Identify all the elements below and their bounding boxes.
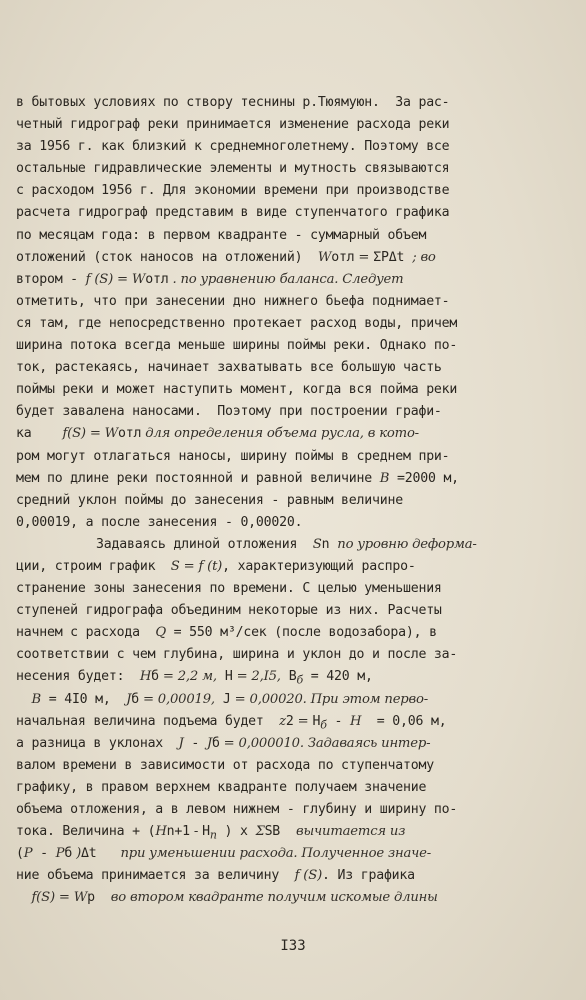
math-symbol: - <box>189 824 203 840</box>
page-number: I33 <box>280 938 306 954</box>
math-symbol: = 2,I5, <box>232 669 289 685</box>
text-line <box>16 136 570 158</box>
text-run: H <box>224 669 233 685</box>
text-run: ширина потока всегда меньше ширины поймы реки. Однако по- <box>16 338 458 354</box>
text-run: отл <box>331 249 355 265</box>
text-line <box>16 468 570 490</box>
text-line <box>16 799 570 821</box>
text-run: ток, растекаясь, начинает захватывать все большую часть <box>16 360 442 376</box>
math-symbol: H <box>155 824 167 840</box>
text-line <box>16 865 570 887</box>
text-line <box>16 622 570 644</box>
text-run: 0,00019, а после занесения - 0,00020. <box>16 514 303 530</box>
text-run: n+1 <box>166 824 190 840</box>
text-run: = 420 м, <box>303 669 373 685</box>
text-line <box>16 379 570 401</box>
text-run: графику, в правом верхнем квадранте получаем значение <box>16 779 427 795</box>
text-run: n <box>321 536 330 552</box>
text-run: - <box>183 735 207 751</box>
text-run: р <box>87 890 95 906</box>
math-symbol: f (S) = W <box>85 271 146 287</box>
text-line <box>16 490 570 512</box>
text-run <box>16 890 31 905</box>
math-symbol: P <box>23 846 33 862</box>
text-run: Задаваясь длиной отложения <box>96 536 313 552</box>
math-symbol: J <box>126 691 132 707</box>
text-line <box>16 158 570 180</box>
text-line <box>16 666 570 688</box>
text-run: несения будет: <box>16 669 140 685</box>
text-run: расчета гидрограф представим в виде ступенчатого графика <box>16 205 450 221</box>
text-run: ся там, где непосредственно протекает расход воды, причем <box>16 315 458 331</box>
text-line <box>16 357 570 379</box>
text-line <box>16 821 570 843</box>
math-symbol: f (S) <box>294 868 323 884</box>
text-line <box>16 887 570 909</box>
text-run: по месяцам года: в первом квадранте - суммарный объем <box>16 227 427 243</box>
text-run: отложений (сток наносов на отложений) <box>16 249 318 265</box>
text-run: б <box>64 846 73 862</box>
math-symbol: B <box>379 470 390 486</box>
math-symbol: для определения объема русла, в кото- <box>141 426 419 442</box>
text-line <box>16 313 570 335</box>
text-run: поймы реки и может наступить момент, когда вся пойма реки <box>16 382 458 398</box>
math-symbol: = <box>293 713 313 729</box>
text-line <box>16 180 570 202</box>
text-run: 2 <box>285 713 294 729</box>
text-run: ΣPΔt <box>373 249 405 265</box>
math-symbol: вычитается из <box>280 824 406 840</box>
text-line <box>16 247 570 269</box>
math-symbol: по уровню деформа- <box>329 536 477 552</box>
text-run: за 1956 г. как близкий к среднемноголетнему. Поэтому все <box>16 139 450 155</box>
text-line <box>16 423 570 445</box>
text-run: ) x <box>216 824 256 840</box>
text-run: а разница в уклонах <box>16 735 179 751</box>
text-run: - <box>326 713 350 729</box>
text-line <box>16 291 570 313</box>
text-run: = 550 м³/сек (после водозабора), в <box>165 625 437 641</box>
text-run: J <box>222 691 231 707</box>
text-run: ка <box>16 426 63 442</box>
text-run <box>16 692 31 707</box>
math-symbol: f(S) = W <box>62 426 119 442</box>
text-line <box>16 114 570 136</box>
text-run: = 0,06 м, <box>361 713 447 729</box>
math-subscript: n <box>209 828 217 842</box>
math-symbol: J <box>206 735 212 751</box>
text-run: . Из графика <box>322 868 415 884</box>
text-line <box>16 733 570 755</box>
text-run: будет завалена наносами. Поэтому при построении графи- <box>16 404 442 420</box>
math-symbol: W <box>317 249 332 265</box>
text-line <box>16 92 570 114</box>
text-run: валом времени в зависимости от расхода по ступенчатому <box>16 757 434 773</box>
text-line <box>16 843 570 865</box>
math-symbol: H <box>139 669 152 685</box>
text-run: с расходом 1956 г. Для экономии времени при производстве <box>16 183 450 199</box>
text-line <box>16 578 570 600</box>
text-run: ции, строим график <box>16 558 171 574</box>
math-symbol: ) <box>72 846 82 862</box>
math-symbol: = 0,00019, <box>138 691 223 707</box>
math-symbol: S = f (t) <box>170 558 223 574</box>
math-symbol: = 2,2 м, <box>158 669 225 685</box>
text-run: = 4I0 м, <box>40 691 127 707</box>
math-symbol: при уменьшении расхода. Полученное значе- <box>96 846 431 862</box>
text-line <box>16 202 570 224</box>
text-run: =2000 м, <box>389 470 459 486</box>
text-line <box>16 556 570 578</box>
text-run: в бытовых условиях по створу теснины р.Тюямуюн. За рас- <box>16 95 450 110</box>
text-line <box>16 401 570 423</box>
text-line <box>16 711 570 733</box>
math-symbol: = <box>354 249 374 265</box>
math-symbol: = 0,000010. Задаваясь интер- <box>219 735 431 751</box>
text-run: отметить, что при занесении дно нижнего бьефа поднимает- <box>16 293 450 309</box>
math-symbol: z <box>279 713 286 729</box>
text-run: мем по длине реки постоянной и равной величине <box>16 470 380 486</box>
text-run: объема отложения, а в левом нижнем - глубину и ширину по- <box>16 802 458 817</box>
text-line <box>16 534 570 556</box>
math-symbol: H <box>349 713 362 729</box>
text-run: б <box>131 691 139 707</box>
text-run: тока. Величина + ( <box>16 824 156 840</box>
text-line <box>16 512 570 534</box>
text-run: странение зоны занесения по времени. С целью уменьшения <box>16 581 442 597</box>
text-run: SB <box>264 824 281 840</box>
math-symbol: B <box>31 691 41 707</box>
math-symbol: во втором квадранте получим искомые длины <box>94 890 438 906</box>
math-subscript: б <box>296 674 304 688</box>
text-run: H <box>312 713 321 729</box>
math-symbol: ; во <box>404 249 436 265</box>
body-text <box>16 92 570 909</box>
text-run: H <box>202 824 210 840</box>
math-subscript: б <box>320 718 327 732</box>
text-run: ступеней гидрографа объединим некоторые из них. Расчеты <box>16 603 442 619</box>
math-symbol: . по уравнению баланса. Следует <box>168 271 404 287</box>
math-symbol: P <box>55 846 65 862</box>
text-run: четный гидрограф реки принимается изменение расхода реки <box>16 117 450 133</box>
math-symbol: S <box>312 536 322 552</box>
text-run: втором - <box>16 271 86 287</box>
text-run: б <box>151 669 159 685</box>
text-line <box>16 644 570 666</box>
math-symbol: Q <box>155 625 166 641</box>
text-run: ( <box>16 846 24 862</box>
text-run: - <box>32 846 56 862</box>
text-line <box>16 269 570 291</box>
math-symbol: = 0,00020. При этом перво- <box>230 691 429 707</box>
text-line <box>16 689 570 711</box>
text-run: средний уклон поймы до занесения - равным величине <box>16 492 403 508</box>
text-line <box>16 225 570 247</box>
text-line <box>16 335 570 357</box>
text-run: б <box>211 735 220 751</box>
text-run: , характеризующий распро- <box>222 558 416 574</box>
math-symbol: f(S) = W <box>31 890 88 906</box>
math-symbol: Σ <box>255 824 265 840</box>
text-run: отл <box>145 271 169 287</box>
text-run: ние объема принимается за величину <box>16 868 295 884</box>
text-run: соответствии с чем глубина, ширина и уклон до и после за- <box>16 647 458 663</box>
text-run: B <box>288 669 297 685</box>
text-line <box>16 446 570 468</box>
text-run: остальные гидравлические элементы и мутность связываются <box>16 161 450 177</box>
text-run: ром могут отлагаться наносы, ширину поймы в среднем при- <box>16 448 450 464</box>
text-run: начальная величина подъема будет <box>16 713 280 729</box>
text-run: Δt <box>81 846 97 862</box>
text-line <box>16 600 570 622</box>
text-line <box>16 777 570 799</box>
text-run: отл <box>118 426 142 442</box>
text-line <box>16 755 570 777</box>
math-symbol: J <box>178 735 184 751</box>
text-run: начнем с расхода <box>16 625 156 641</box>
